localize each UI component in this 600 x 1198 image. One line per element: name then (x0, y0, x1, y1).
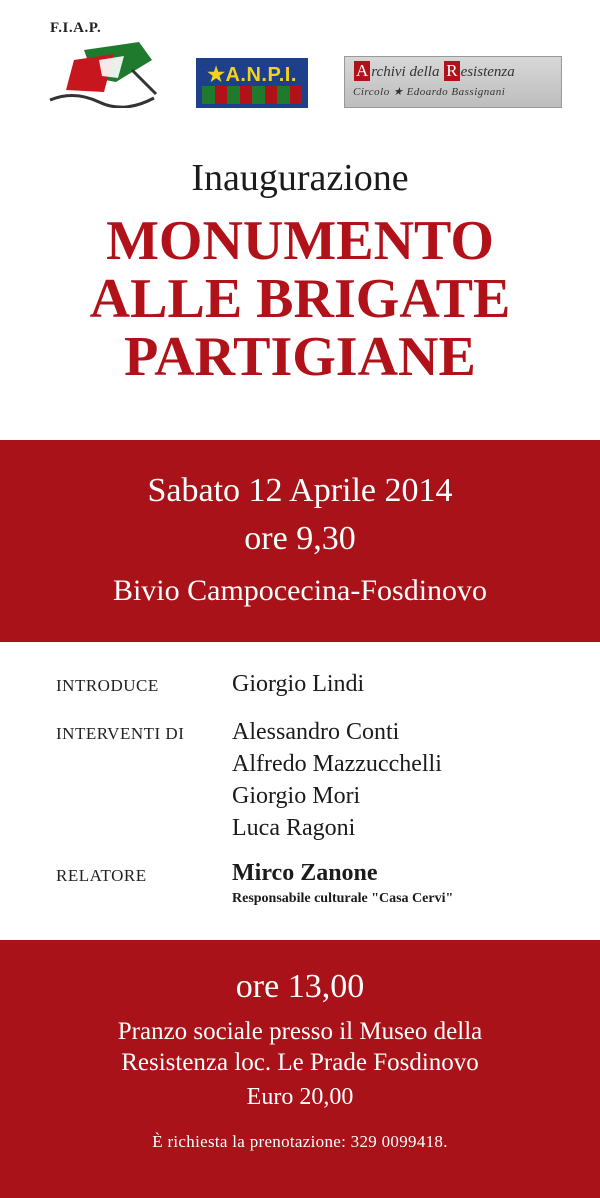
introduce-label: INTRODUCE (56, 676, 159, 695)
archivi-logo-text-r: esistenza (460, 64, 515, 80)
interventi-list (232, 716, 442, 844)
booking-note: È richiesta la prenotazione: 329 0099418. (152, 1132, 448, 1151)
event-time: ore 9,30 (244, 520, 356, 557)
anpi-logo (196, 58, 308, 108)
lunch-band (0, 940, 600, 1198)
relatore-role: Responsabile culturale "Casa Cervi" (232, 891, 454, 906)
event-date: Sabato 12 Aprile 2014 (147, 472, 453, 509)
archivi-logo-line2: Circolo ★ Edoardo Bassignani (353, 86, 506, 98)
event-place: Bivio Campocecina-Fosdinovo (112, 574, 488, 607)
relatore-label: RELATORE (56, 866, 147, 885)
archivi-logo-text-a: rchivi della (371, 64, 444, 80)
introducer-name: Giorgio Lindi (232, 671, 365, 697)
italian-flag-stripes (202, 86, 302, 104)
lunch-description (0, 1016, 600, 1078)
speaker-item: Alfredo Mazzucchelli (232, 751, 442, 777)
title-line-3: PARTIGIANE (124, 326, 476, 388)
page-subtitle: Inaugurazione (191, 157, 409, 199)
lunch-price: Euro 20,00 (246, 1084, 354, 1110)
page-title (0, 212, 600, 386)
fiap-logo (44, 20, 162, 108)
event-details-band (0, 440, 600, 642)
lunch-line-1: Pranzo sociale presso il Museo della (117, 1018, 483, 1045)
archivi-logo-line1 (353, 61, 515, 81)
relatore-name: Mirco Zanone (232, 860, 378, 886)
lunch-time: ore 13,00 (235, 968, 365, 1005)
interventi-label: INTERVENTI DI (56, 724, 185, 743)
relatore-block (232, 857, 453, 909)
speaker-item: Giorgio Mori (232, 783, 361, 809)
speaker-item: Alessandro Conti (232, 719, 400, 745)
title-line-1: MONUMENTO (106, 210, 494, 272)
introduce-name (232, 668, 364, 700)
archivi-logo-cap-r: R (446, 61, 458, 80)
title-line-2: ALLE BRIGATE (89, 268, 511, 330)
archivi-resistenza-logo (344, 56, 562, 108)
fiap-emblem-icon (44, 20, 162, 108)
lunch-line-2: Resistenza loc. Le Prade Fosdinovo (121, 1049, 479, 1076)
fiap-logo-text: F.I.A.P. (50, 20, 102, 36)
anpi-logo-text: ★A.N.P.I. (207, 64, 297, 86)
archivi-logo-cap-a: A (356, 61, 369, 80)
speaker-item: Luca Ragoni (232, 815, 356, 841)
